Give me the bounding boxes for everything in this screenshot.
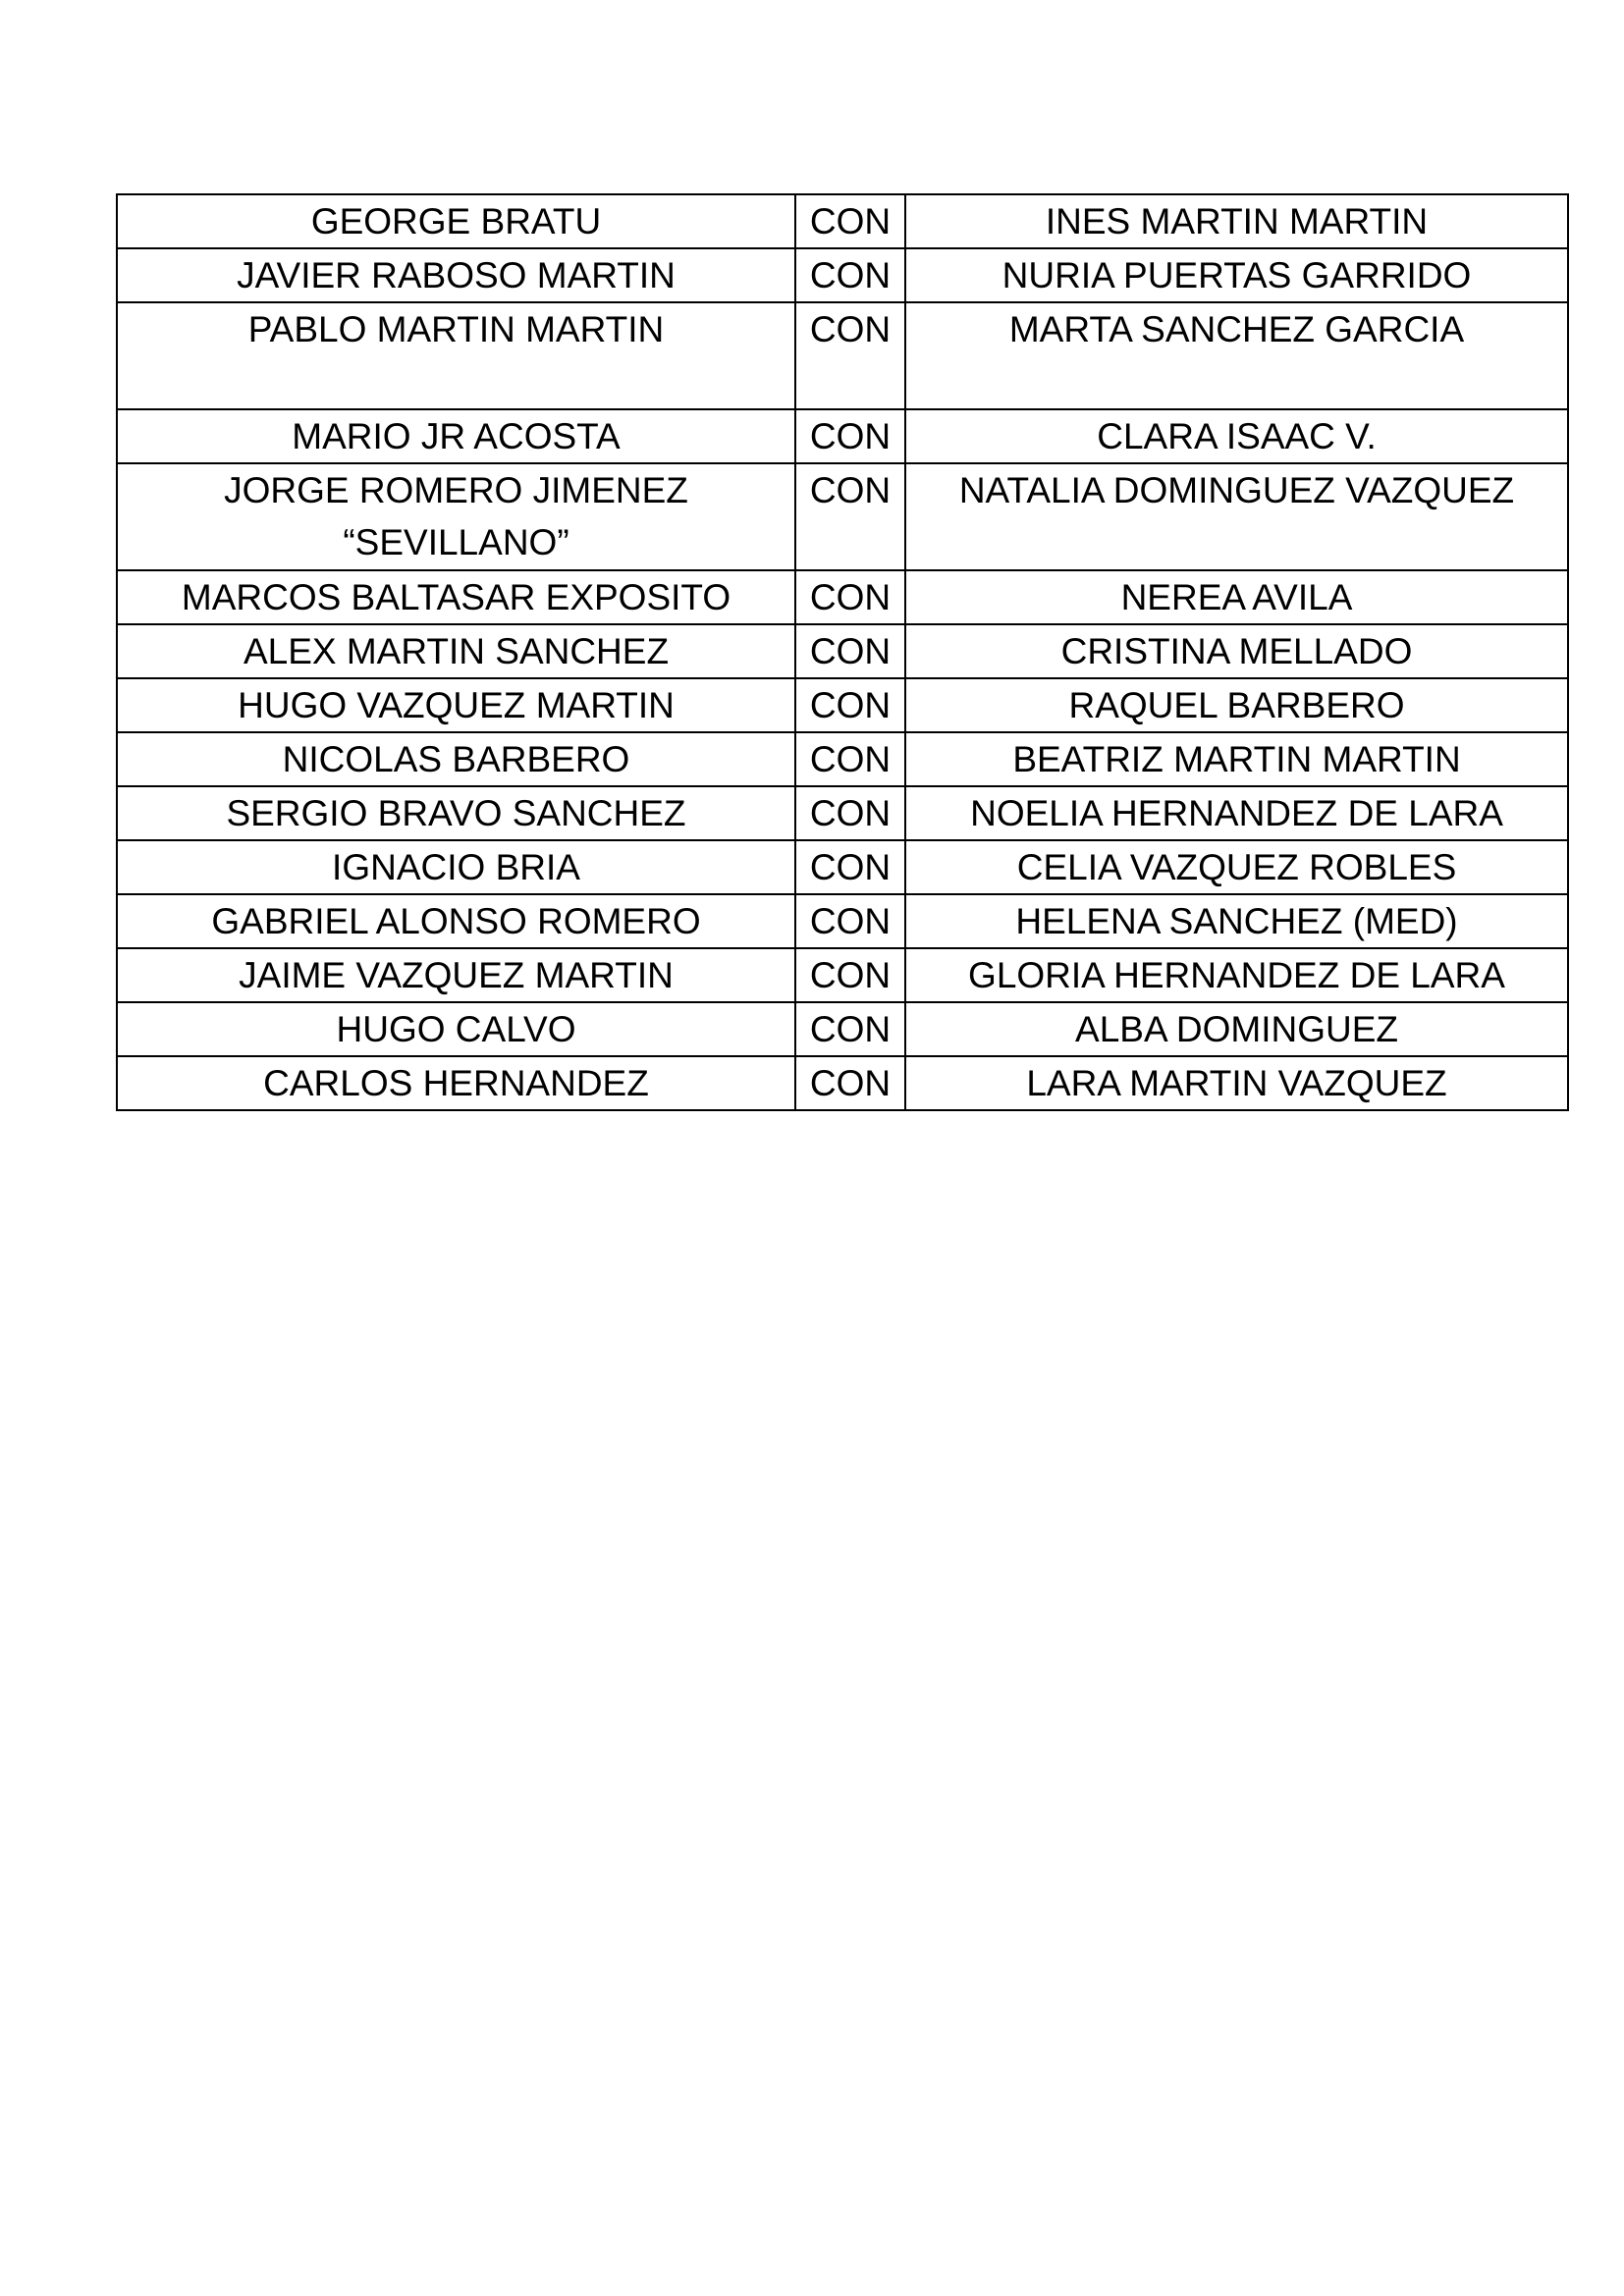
- con-cell: CON: [795, 1002, 905, 1056]
- table-row: [117, 894, 1568, 948]
- pairs-table-body: [117, 194, 1568, 1110]
- table-row: [117, 463, 1568, 570]
- con-cell: CON: [795, 463, 905, 570]
- table-row: [117, 840, 1568, 894]
- right-name-cell: CELIA VAZQUEZ ROBLES: [905, 840, 1568, 894]
- con-cell: CON: [795, 732, 905, 786]
- table-row: [117, 409, 1568, 463]
- right-name-cell: NOELIA HERNANDEZ DE LARA: [905, 786, 1568, 840]
- right-name-cell: GLORIA HERNANDEZ DE LARA: [905, 948, 1568, 1002]
- left-name-cell: MARIO JR ACOSTA: [117, 409, 795, 463]
- left-name-cell: PABLO MARTIN MARTIN: [117, 302, 795, 409]
- table-row: [117, 1056, 1568, 1110]
- right-name-cell: CLARA ISAAC V.: [905, 409, 1568, 463]
- con-cell: CON: [795, 948, 905, 1002]
- left-name-cell: CARLOS HERNANDEZ: [117, 1056, 795, 1110]
- right-name-cell: NEREA AVILA: [905, 570, 1568, 624]
- con-cell: CON: [795, 409, 905, 463]
- left-name-cell: JAVIER RABOSO MARTIN: [117, 248, 795, 302]
- right-name-cell: HELENA SANCHEZ (MED): [905, 894, 1568, 948]
- right-name-cell: MARTA SANCHEZ GARCIA: [905, 302, 1568, 409]
- con-cell: CON: [795, 624, 905, 678]
- right-name-cell: RAQUEL BARBERO: [905, 678, 1568, 732]
- table-row: [117, 786, 1568, 840]
- left-name-cell: IGNACIO BRIA: [117, 840, 795, 894]
- left-name-cell: NICOLAS BARBERO: [117, 732, 795, 786]
- con-cell: CON: [795, 894, 905, 948]
- table-row: [117, 624, 1568, 678]
- left-name-cell: GEORGE BRATU: [117, 194, 795, 248]
- right-name-cell: INES MARTIN MARTIN: [905, 194, 1568, 248]
- left-name-cell: JAIME VAZQUEZ MARTIN: [117, 948, 795, 1002]
- left-name-cell: ALEX MARTIN SANCHEZ: [117, 624, 795, 678]
- table-row: [117, 732, 1568, 786]
- con-cell: CON: [795, 840, 905, 894]
- right-name-cell: ALBA DOMINGUEZ: [905, 1002, 1568, 1056]
- con-cell: CON: [795, 248, 905, 302]
- pairs-table: [116, 193, 1569, 1111]
- con-cell: CON: [795, 302, 905, 409]
- table-row: [117, 248, 1568, 302]
- left-name-cell: SERGIO BRAVO SANCHEZ: [117, 786, 795, 840]
- con-cell: CON: [795, 570, 905, 624]
- left-name-cell: MARCOS BALTASAR EXPOSITO: [117, 570, 795, 624]
- left-name-cell: HUGO VAZQUEZ MARTIN: [117, 678, 795, 732]
- right-name-cell: NURIA PUERTAS GARRIDO: [905, 248, 1568, 302]
- table-row: [117, 1002, 1568, 1056]
- con-cell: CON: [795, 194, 905, 248]
- table-row: [117, 194, 1568, 248]
- right-name-cell: CRISTINA MELLADO: [905, 624, 1568, 678]
- table-row: [117, 302, 1568, 409]
- left-name-cell: JORGE ROMERO JIMENEZ “SEVILLANO”: [117, 463, 795, 570]
- con-cell: CON: [795, 786, 905, 840]
- table-row: [117, 678, 1568, 732]
- left-name-cell: HUGO CALVO: [117, 1002, 795, 1056]
- con-cell: CON: [795, 678, 905, 732]
- left-name-cell: GABRIEL ALONSO ROMERO: [117, 894, 795, 948]
- right-name-cell: BEATRIZ MARTIN MARTIN: [905, 732, 1568, 786]
- right-name-cell: NATALIA DOMINGUEZ VAZQUEZ: [905, 463, 1568, 570]
- con-cell: CON: [795, 1056, 905, 1110]
- table-row: [117, 570, 1568, 624]
- table-row: [117, 948, 1568, 1002]
- right-name-cell: LARA MARTIN VAZQUEZ: [905, 1056, 1568, 1110]
